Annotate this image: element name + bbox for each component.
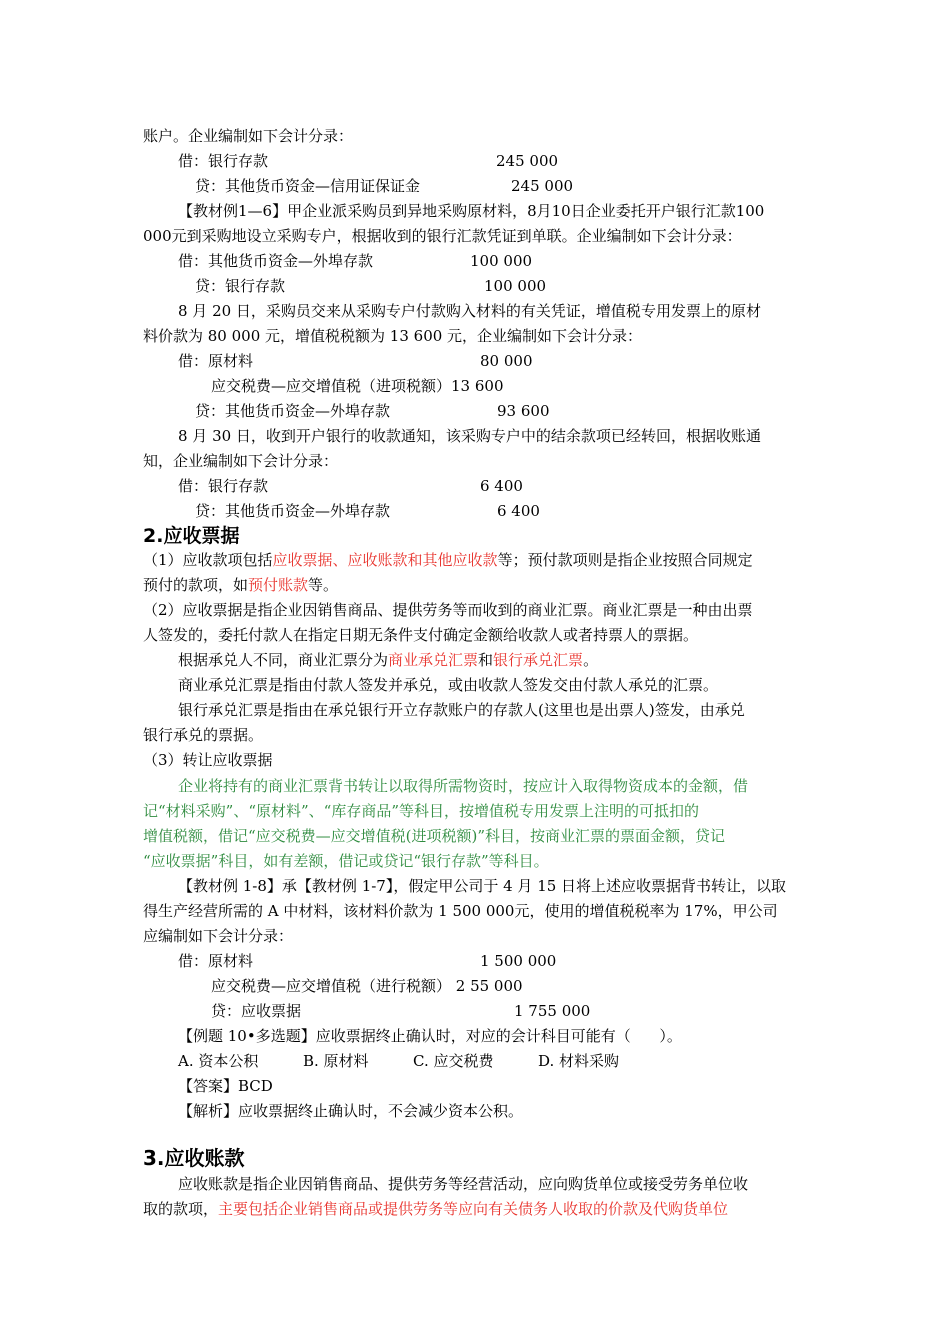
journal-amount: 93 600 — [497, 402, 550, 420]
journal-debit: 借：原材料 — [178, 952, 254, 970]
journal-amount: 1 755 000 — [514, 1002, 591, 1020]
question-stem: 【例题 10•多选题】应收票据终止确认时，对应的会计科目可能有（ ）。 — [178, 1027, 682, 1045]
text-line: 账户。企业编制如下会计分录： — [143, 127, 354, 145]
journal-debit: 借：银行存款 — [178, 477, 269, 495]
option-d: D. 材料采购 — [538, 1052, 620, 1070]
text-line: 知，企业编制如下会计分录： — [143, 452, 339, 470]
option-c: C. 应交税费 — [413, 1052, 494, 1070]
text-line: 000元到采购地设立采购专户，根据收到的银行汇款凭证到单联。企业编制如下会计分录： — [143, 227, 742, 245]
paragraph-line: 【教材例 1-8】承【教材例 1-7】，假定甲公司于 4 月 15 日将上述应收票据背书转让，以取 — [178, 877, 787, 895]
paragraph-line: 应编制如下会计分录： — [143, 927, 294, 945]
text-line: 8 月 20 日，采购员交来从采购专户付款购入材料的有关凭证，增值税专用发票上的原材 — [178, 302, 761, 320]
text: （1）应收款项包括 — [143, 551, 273, 569]
paragraph-line: 银行承兑汇票是指由在承兑银行开立存款账户的存款人(这里也是出票人)签发，由承兑 — [178, 701, 745, 719]
journal-debit: 应交税费—应交增值税（进项税额）13 600 — [211, 377, 504, 395]
journal-credit: 贷：其他货币资金—外埠存款 — [195, 502, 391, 520]
journal-debit: 借：原材料 — [178, 352, 254, 370]
option-b: B. 原材料 — [303, 1052, 369, 1070]
text: 取的款项， — [143, 1200, 219, 1218]
option-a: A. 资本公积 — [178, 1052, 259, 1070]
highlight-text: 预付账款 — [248, 576, 309, 594]
text: 和 — [478, 651, 494, 669]
journal-amount: 245 000 — [511, 177, 574, 195]
explanation: 【解析】应收票据终止确认时，不会减少资本公积。 — [178, 1102, 524, 1120]
journal-amount: 245 000 — [496, 152, 559, 170]
paragraph-line: 人签发的，委托付款人在指定日期无条件支付确定金额给收款人或者持票人的票据。 — [143, 626, 699, 644]
highlight-paragraph-line: “应收票据”科目，如有差额，借记或贷记“银行存款”等科目。 — [143, 852, 549, 870]
paragraph-line: 银行承兑的票据。 — [143, 726, 264, 744]
paragraph-line: 得生产经营所需的 A 中材料，该材料价款为 1 500 000元，使用的增值税税率为 17%，甲公司 — [143, 902, 778, 920]
paragraph-line: （3）转让应收票据 — [143, 751, 273, 769]
paragraph-line — [143, 550, 753, 570]
text: 等。 — [308, 576, 339, 594]
journal-amount: 80 000 — [480, 352, 533, 370]
journal-credit: 贷：其他货币资金—信用证保证金 — [195, 177, 421, 195]
text: 等；预付款项则是指企业按照合同规定 — [497, 551, 753, 569]
text-line: 料价款为 80 000 元，增值税税额为 13 600 元，企业编制如下会计分录： — [143, 327, 643, 345]
journal-debit: 借：银行存款 — [178, 152, 269, 170]
journal-amount: 1 500 000 — [480, 952, 557, 970]
paragraph-line — [143, 1199, 728, 1219]
paragraph-line: 应收账款是指企业因销售商品、提供劳务等经营活动，应向购货单位或接受劳务单位收 — [178, 1175, 749, 1193]
highlight-paragraph-line: 记“材料采购”、“原材料”、“库存商品”等科目，按增值税专用发票上注明的可抵扣的 — [143, 802, 700, 820]
text: 。 — [583, 651, 599, 669]
highlight-paragraph-line: 增值税额，借记“应交税费—应交增值税(进项税额)”科目，按商业汇票的票面金额，贷记 — [143, 827, 726, 845]
journal-credit: 贷：应收票据 — [211, 1002, 302, 1020]
text: 根据承兑人不同，商业汇票分为 — [178, 651, 389, 669]
section-heading: 3.应收账款 — [143, 1146, 245, 1170]
paragraph-line: （2）应收票据是指企业因销售商品、提供劳务等而收到的商业汇票。商业汇票是一种由出票 — [143, 601, 753, 619]
paragraph-line — [143, 575, 338, 595]
paragraph-line: 商业承兑汇票是指由付款人签发并承兑，或由收款人签发交由付款人承兑的汇票。 — [178, 676, 719, 694]
text: 预付的款项，如 — [143, 576, 249, 594]
highlight-text: 商业承兑汇票 — [388, 651, 479, 669]
answer: 【答案】BCD — [178, 1077, 273, 1095]
highlight-paragraph-line: 企业将持有的商业汇票背书转让以取得所需物资时，按应计入取得物资成本的金额，借 — [178, 777, 749, 795]
text-line: 【教材例1—6】甲企业派采购员到异地采购原材料，8月10日企业委托开户银行汇款100 — [178, 202, 765, 220]
highlight-text: 银行承兑汇票 — [493, 651, 584, 669]
journal-debit: 借：其他货币资金—外埠存款 — [178, 252, 374, 270]
highlight-text: 应收票据、应收账款和其他应收款 — [272, 551, 498, 569]
paragraph-line — [178, 650, 598, 670]
journal-credit: 贷：银行存款 — [195, 277, 286, 295]
section-heading: 2.应收票据 — [143, 525, 240, 547]
journal-amount: 6 400 — [480, 477, 523, 495]
journal-amount: 6 400 — [497, 502, 540, 520]
text-line: 8 月 30 日，收到开户银行的收款通知，该采购专户中的结余款项已经转回，根据收账通 — [178, 427, 761, 445]
journal-debit: 应交税费—应交增值税（进行税额） 2 55 000 — [211, 977, 523, 995]
highlight-text: 主要包括企业销售商品或提供劳务等应向有关债务人收取的价款及代购货单位 — [218, 1200, 729, 1218]
journal-amount: 100 000 — [484, 277, 547, 295]
journal-credit: 贷：其他货币资金—外埠存款 — [195, 402, 391, 420]
journal-amount: 100 000 — [470, 252, 533, 270]
